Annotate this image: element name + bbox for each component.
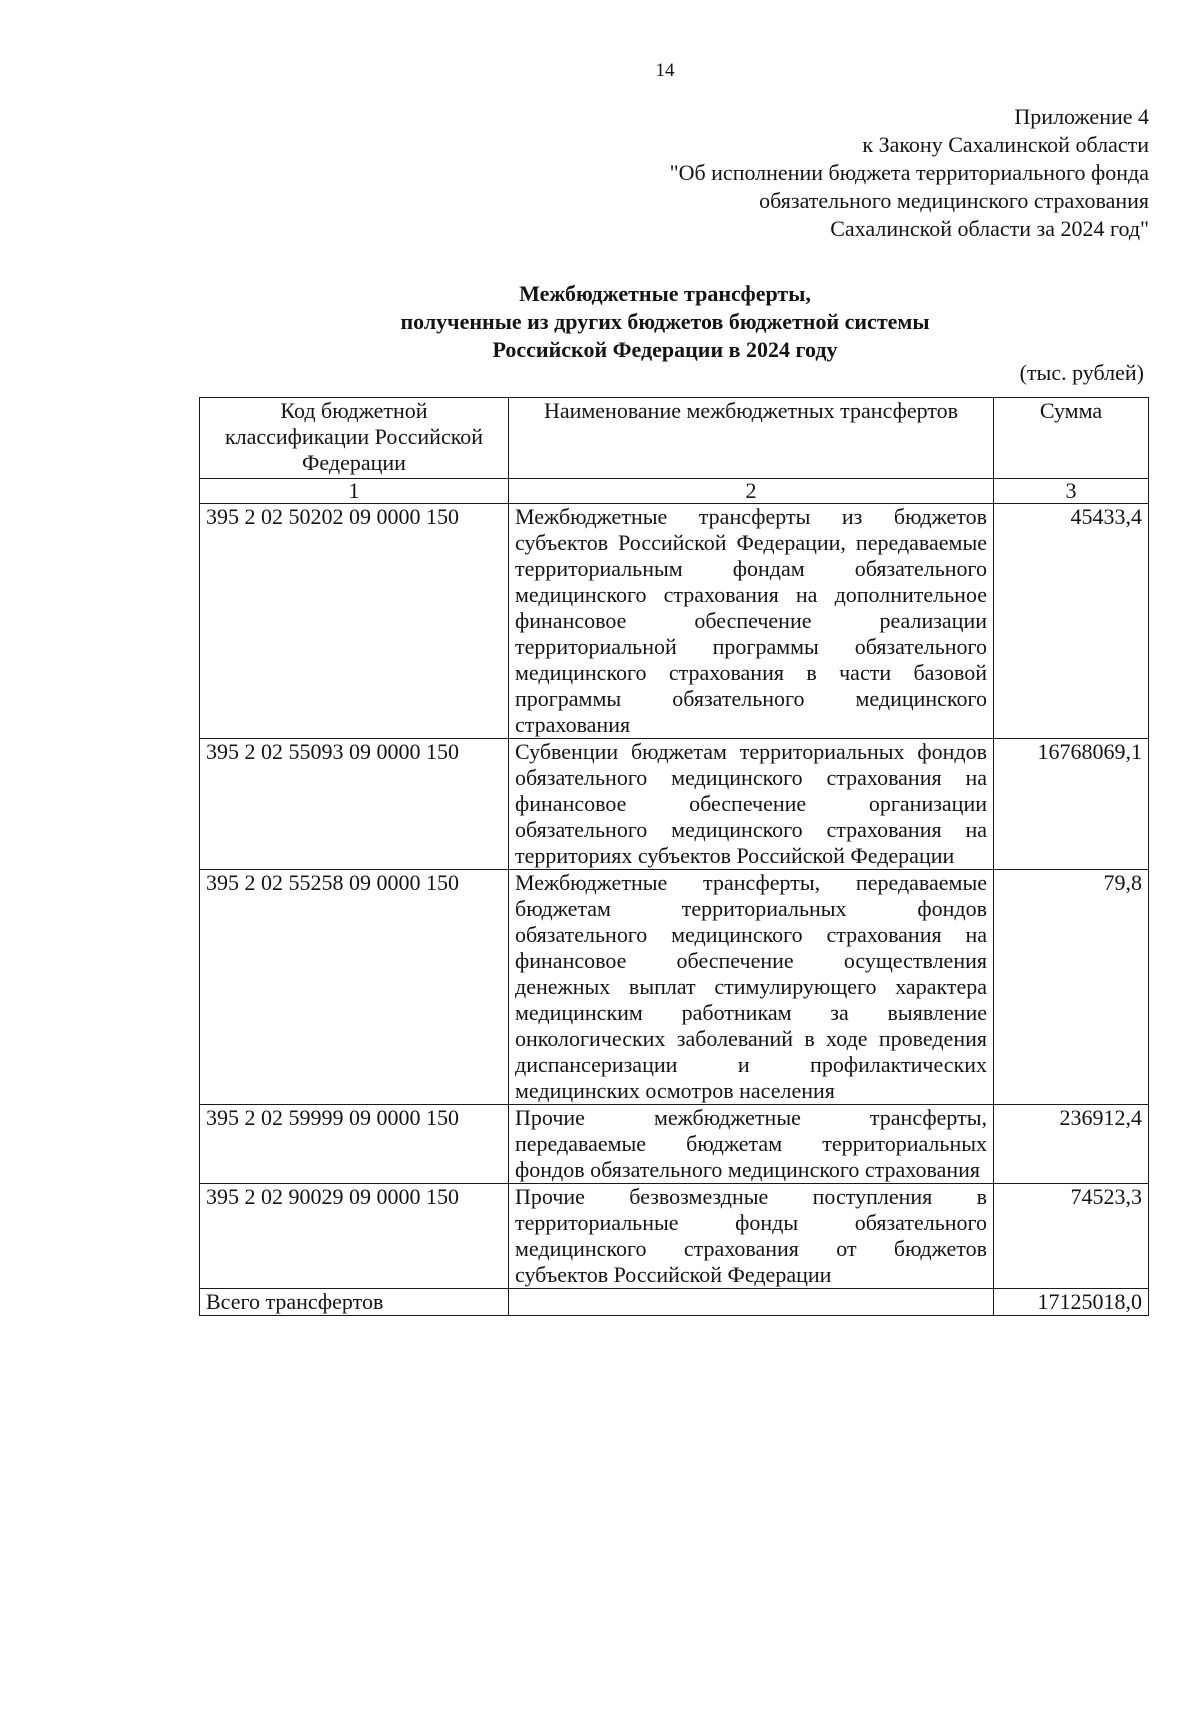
row-name: Прочие межбюджетные трансферты, передаваемые бюджетам территориальных фондов обязательного медицинского страхования [509, 1105, 994, 1184]
table-header-row [200, 398, 1149, 479]
header-sum: Сумма [994, 398, 1149, 479]
appendix-line: к Закону Сахалинской области [862, 132, 1149, 157]
appendix-line: Приложение 4 [1014, 104, 1149, 129]
column-number: 1 [200, 479, 509, 504]
table-row [200, 739, 1149, 870]
appendix-line: Сахалинской области за 2024 год" [830, 216, 1149, 241]
row-code: 395 2 02 55093 09 0000 150 [200, 739, 509, 870]
row-sum: 236912,4 [994, 1105, 1149, 1184]
total-empty-cell [509, 1289, 994, 1316]
row-name: Межбюджетные трансферты, передаваемые бюджетам территориальных фондов обязательного медицинского страхования на финансовое обеспечение осуществления денежных выплат стимулирующего характера медицинским работникам за выявление онкологических заболеваний в ходе проведения диспансеризации и профилактических медицинских осмотров населения [509, 870, 994, 1105]
row-code: 395 2 02 55258 09 0000 150 [200, 870, 509, 1105]
title-line: Российской Федерации в 2024 году [492, 337, 838, 362]
header-name: Наименование межбюджетных трансфертов [509, 398, 994, 479]
table-row [200, 1105, 1149, 1184]
page-number: 14 [655, 60, 675, 81]
appendix-line: обязательного медицинского страхования [759, 188, 1149, 213]
row-sum: 16768069,1 [994, 739, 1149, 870]
total-label: Всего трансфертов [200, 1289, 509, 1316]
transfers-table [199, 397, 1149, 1316]
column-number-row [200, 479, 1149, 504]
unit-label: (тыс. рублей) [1019, 360, 1144, 385]
title-line: полученные из других бюджетов бюджетной системы [400, 309, 930, 334]
table-total-row [200, 1289, 1149, 1316]
title-line: Межбюджетные трансферты, [519, 281, 811, 306]
row-name: Субвенции бюджетам территориальных фондов обязательного медицинского страхования на финансовое обеспечение организации обязательного медицинского страхования на территориях субъектов Российской Федерации [509, 739, 994, 870]
row-name: Прочие безвозмездные поступления в территориальные фонды обязательного медицинского страхования от бюджетов субъектов Российской Федерации [509, 1184, 994, 1289]
document-title [0, 280, 1200, 364]
table-row [200, 870, 1149, 1105]
row-sum: 74523,3 [994, 1184, 1149, 1289]
appendix-line: "Об исполнении бюджета территориального фонда [669, 160, 1149, 185]
column-number: 2 [509, 479, 994, 504]
row-sum: 45433,4 [994, 504, 1149, 739]
row-name: Межбюджетные трансферты из бюджетов субъектов Российской Федерации, передаваемые территориальным фондам обязательного медицинского страхования на дополнительное финансовое обеспечение реализации территориальной программы обязательного медицинского страхования в части базовой программы обязательного медицинского страхования [509, 504, 994, 739]
row-sum: 79,8 [994, 870, 1149, 1105]
table-row [200, 1184, 1149, 1289]
column-number: 3 [994, 479, 1149, 504]
appendix-reference [670, 103, 1149, 243]
row-code: 395 2 02 90029 09 0000 150 [200, 1184, 509, 1289]
row-code: 395 2 02 59999 09 0000 150 [200, 1105, 509, 1184]
row-code: 395 2 02 50202 09 0000 150 [200, 504, 509, 739]
total-sum: 17125018,0 [994, 1289, 1149, 1316]
header-code: Код бюджетной классификации Российской Федерации [200, 398, 509, 479]
table-row [200, 504, 1149, 739]
